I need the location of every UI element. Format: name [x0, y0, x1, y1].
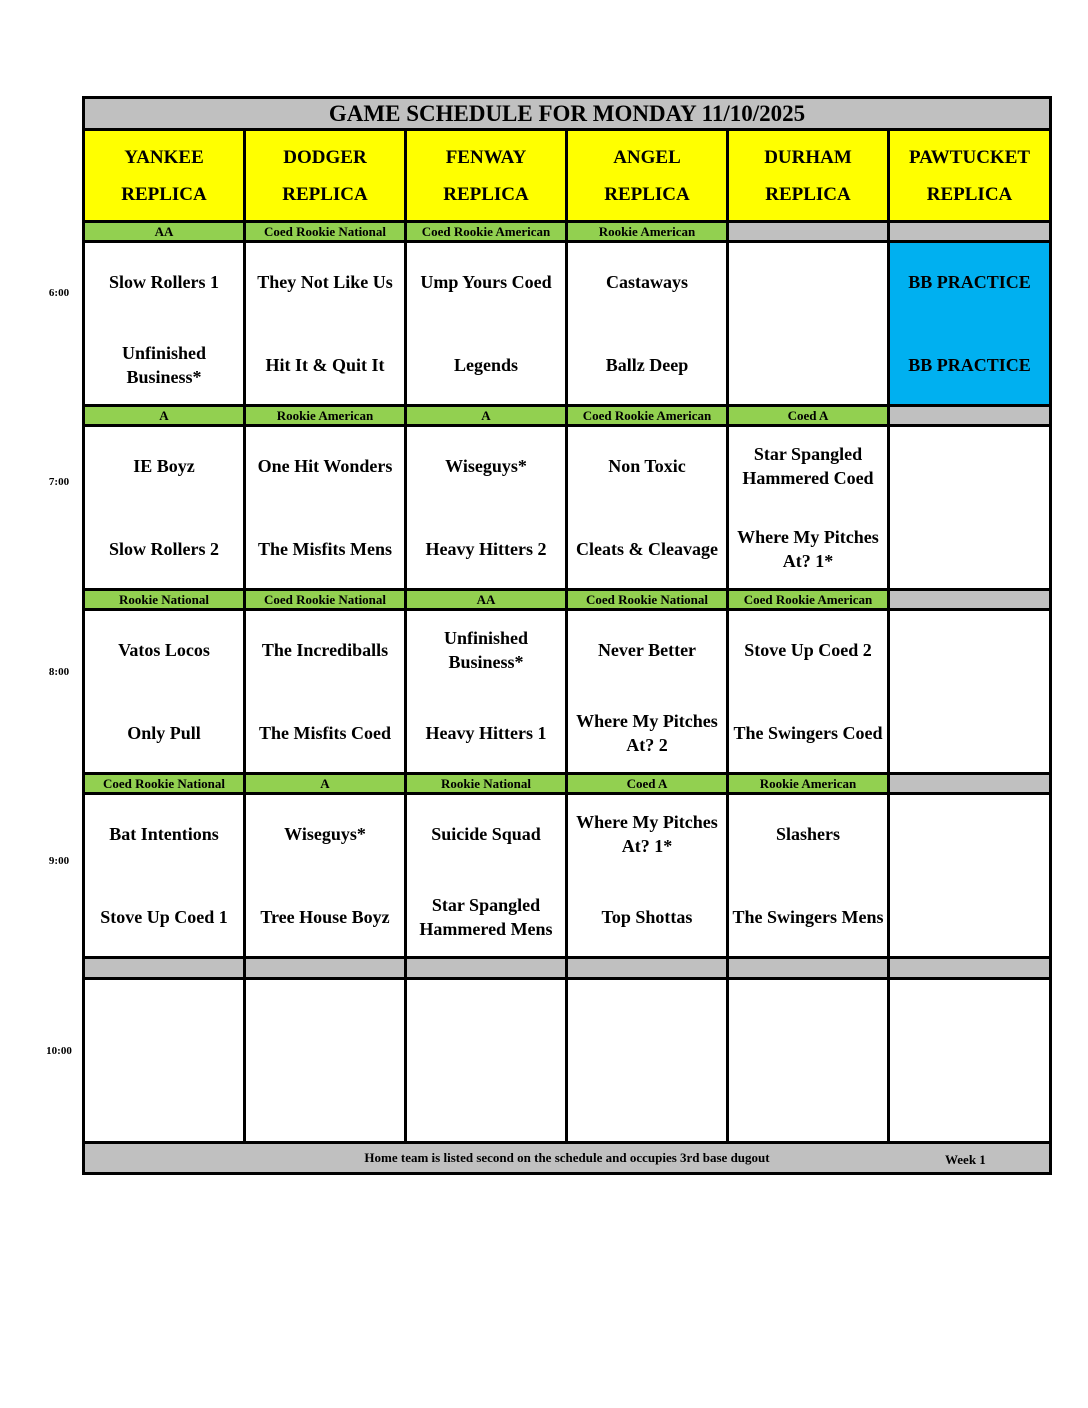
game-row — [84, 610, 1051, 774]
away-team — [248, 989, 402, 1049]
field-header-dodger — [245, 130, 406, 222]
division-label — [889, 958, 1051, 979]
field-header-row — [84, 130, 1051, 222]
field-header-durham — [728, 130, 889, 222]
game-cell — [889, 242, 1051, 406]
home-team: Where My Pitches At? 2 — [576, 711, 718, 755]
away-team: The Incrediballs — [261, 640, 389, 660]
division-label: Coed Rookie National — [245, 590, 406, 610]
away-team: Suicide Squad — [431, 824, 541, 844]
game-cell — [406, 242, 567, 406]
away-team: Unfinished Business* — [443, 628, 529, 672]
home-team: Heavy Hitters 1 — [425, 723, 547, 743]
home-team: Only Pull — [127, 723, 201, 743]
division-label: A — [84, 406, 245, 426]
game-cell — [889, 426, 1051, 590]
away-team: They Not Like Us — [257, 272, 393, 292]
away-team: Stove Up Coed 2 — [744, 640, 872, 660]
away-team: Non Toxic — [608, 456, 686, 476]
game-cell — [567, 979, 728, 1143]
home-team: The Swingers Mens — [732, 907, 884, 927]
game-cell — [245, 242, 406, 406]
away-team: Star Spangled Hammered Coed — [742, 444, 874, 488]
home-team: The Swingers Coed — [733, 723, 883, 743]
field-subtitle: REPLICA — [282, 183, 368, 205]
game-cell — [567, 242, 728, 406]
home-team — [409, 1072, 563, 1132]
division-row — [84, 406, 1051, 426]
game-row — [84, 242, 1051, 406]
field-name: DODGER — [283, 146, 367, 168]
division-row — [84, 222, 1051, 242]
division-label — [245, 958, 406, 979]
division-label: Rookie American — [728, 774, 889, 794]
away-team — [892, 620, 1047, 680]
time-label: 7:00 — [48, 476, 70, 488]
home-team: Legends — [453, 355, 518, 375]
game-cell — [406, 794, 567, 958]
home-team: The Misfits Coed — [259, 723, 391, 743]
away-team: Ump Yours Coed — [420, 272, 552, 292]
game-row — [84, 426, 1051, 590]
home-team: BB PRACTICE — [908, 355, 1031, 375]
away-team: Vatos Locos — [118, 640, 210, 660]
home-team — [248, 1072, 402, 1132]
division-row — [84, 590, 1051, 610]
division-label: Coed Rookie National — [567, 590, 728, 610]
game-cell — [84, 610, 245, 774]
division-label: A — [406, 406, 567, 426]
away-team: Castaways — [605, 272, 688, 292]
field-subtitle: REPLICA — [926, 183, 1013, 205]
game-cell — [728, 979, 889, 1143]
home-team — [731, 1072, 885, 1132]
game-cell — [728, 242, 889, 406]
field-header-angel — [567, 130, 728, 222]
division-label — [889, 406, 1051, 426]
field-name: ANGEL — [613, 146, 681, 168]
home-team: Heavy Hitters 2 — [425, 539, 547, 559]
footer-row — [84, 1143, 1051, 1174]
field-header-pawtucket — [889, 130, 1051, 222]
time-label: 6:00 — [48, 287, 70, 299]
schedule-table — [82, 96, 1052, 1175]
home-team — [570, 1072, 724, 1132]
time-label: 8:00 — [48, 666, 70, 678]
game-cell — [406, 610, 567, 774]
field-name: FENWAY — [445, 146, 527, 168]
game-row — [84, 794, 1051, 958]
away-team: Where My Pitches At? 1* — [576, 812, 718, 856]
away-team — [87, 989, 241, 1049]
away-team — [731, 989, 885, 1049]
away-team — [892, 989, 1047, 1049]
home-team — [892, 887, 1047, 947]
division-label — [728, 222, 889, 242]
field-subtitle: REPLICA — [604, 183, 690, 205]
division-label: AA — [406, 590, 567, 610]
home-team: Tree House Boyz — [260, 907, 390, 927]
game-cell — [567, 794, 728, 958]
away-team — [409, 989, 563, 1049]
home-team: Hit It & Quit It — [265, 355, 385, 375]
division-label: Coed Rookie National — [84, 774, 245, 794]
away-team: Slow Rollers 1 — [109, 272, 219, 292]
home-team — [87, 1072, 241, 1132]
division-label: Rookie National — [84, 590, 245, 610]
time-label: 10:00 — [46, 1045, 72, 1057]
field-header-fenway — [406, 130, 567, 222]
home-team: Stove Up Coed 1 — [100, 907, 228, 927]
home-team: Star Spangled Hammered Mens — [419, 895, 553, 939]
division-label: Coed Rookie National — [245, 222, 406, 242]
division-label — [406, 958, 567, 979]
home-team — [892, 519, 1047, 579]
away-team: Never Better — [597, 640, 697, 660]
home-team: Cleats & Cleavage — [576, 539, 718, 559]
game-cell — [406, 979, 567, 1143]
division-label — [84, 958, 245, 979]
game-cell — [84, 242, 245, 406]
game-cell — [889, 794, 1051, 958]
away-team: Bat Intentions — [109, 824, 219, 844]
game-cell — [567, 610, 728, 774]
division-label — [889, 590, 1051, 610]
home-team — [892, 1072, 1047, 1132]
game-cell — [84, 426, 245, 590]
game-cell — [84, 794, 245, 958]
home-team-note: Home team is listed second on the schedule and occupies 3rd base dugout — [364, 1150, 770, 1165]
game-cell — [889, 610, 1051, 774]
game-cell — [245, 610, 406, 774]
division-label — [728, 958, 889, 979]
schedule-title: GAME SCHEDULE FOR MONDAY 11/10/2025 — [84, 98, 1051, 130]
field-subtitle: REPLICA — [121, 183, 207, 205]
away-team: Wiseguys* — [445, 456, 527, 476]
home-team: The Misfits Mens — [258, 539, 392, 559]
game-cell — [889, 979, 1051, 1143]
division-label: Rookie American — [567, 222, 728, 242]
home-team: Top Shottas — [601, 907, 693, 927]
game-cell — [84, 979, 245, 1143]
game-cell — [406, 426, 567, 590]
home-team: Unfinished Business* — [121, 343, 207, 387]
field-name: PAWTUCKET — [908, 146, 1031, 168]
game-cell — [245, 426, 406, 590]
home-team: Ballz Deep — [605, 355, 689, 375]
away-team: Slashers — [775, 824, 840, 844]
away-team: One Hit Wonders — [257, 456, 393, 476]
division-label: Coed A — [728, 406, 889, 426]
home-team — [892, 703, 1047, 763]
game-cell — [245, 794, 406, 958]
field-name: YANKEE — [124, 146, 204, 168]
footer-cell — [84, 1143, 1051, 1174]
game-row — [84, 979, 1051, 1143]
field-subtitle: REPLICA — [765, 183, 851, 205]
division-label — [889, 774, 1051, 794]
division-label: Rookie National — [406, 774, 567, 794]
away-team — [731, 252, 885, 312]
away-team: IE Boyz — [133, 456, 195, 476]
away-team: Wiseguys* — [284, 824, 366, 844]
division-label: Coed Rookie American — [567, 406, 728, 426]
week-label: Week 1 — [945, 1152, 986, 1167]
away-team — [892, 804, 1047, 864]
away-team: BB PRACTICE — [908, 272, 1031, 292]
division-row — [84, 774, 1051, 794]
division-label — [889, 222, 1051, 242]
field-name: DURHAM — [764, 146, 852, 168]
game-cell — [567, 426, 728, 590]
division-label: A — [245, 774, 406, 794]
away-team — [570, 989, 724, 1049]
division-label: Coed A — [567, 774, 728, 794]
home-team — [731, 335, 885, 395]
division-label: Coed Rookie American — [728, 590, 889, 610]
game-cell — [728, 794, 889, 958]
time-label: 9:00 — [48, 855, 70, 867]
game-cell — [245, 979, 406, 1143]
away-team — [892, 436, 1047, 496]
division-label: Coed Rookie American — [406, 222, 567, 242]
division-row — [84, 958, 1051, 979]
field-header-yankee — [84, 130, 245, 222]
division-label — [567, 958, 728, 979]
division-label: AA — [84, 222, 245, 242]
game-cell — [728, 610, 889, 774]
field-subtitle: REPLICA — [443, 183, 529, 205]
division-label: Rookie American — [245, 406, 406, 426]
home-team: Slow Rollers 2 — [109, 539, 219, 559]
home-team: Where My Pitches At? 1* — [737, 527, 879, 571]
game-cell — [728, 426, 889, 590]
